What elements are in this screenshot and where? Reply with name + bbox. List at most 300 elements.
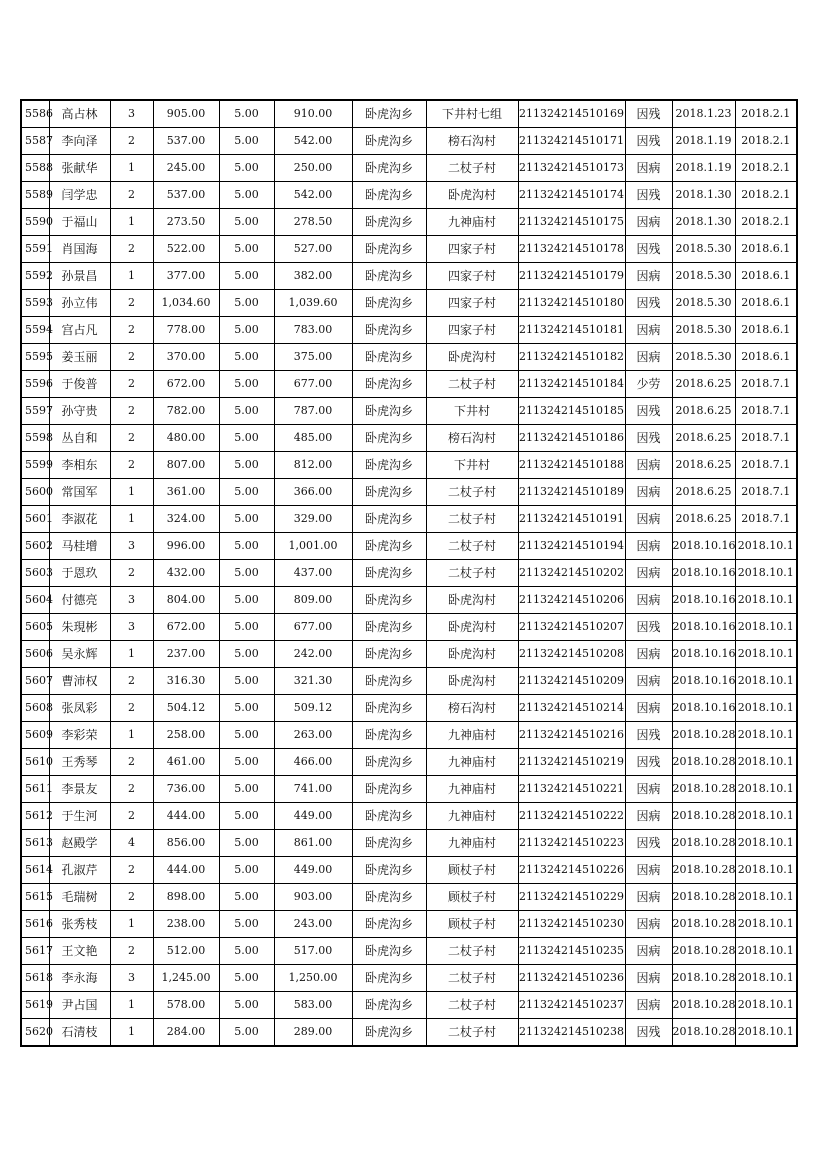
row-number-cell: 5605 bbox=[21, 614, 49, 641]
table-row bbox=[21, 857, 797, 884]
base-amount-cell: 238.00 bbox=[153, 911, 219, 938]
family-size-cell: 2 bbox=[110, 776, 153, 803]
total-amount-cell: 509.12 bbox=[274, 695, 352, 722]
account-id-cell: 211324214510214 bbox=[518, 695, 625, 722]
start-date-cell: 2018.10.1 bbox=[735, 992, 797, 1019]
extra-amount-cell: 5.00 bbox=[219, 992, 274, 1019]
row-number-cell: 5615 bbox=[21, 884, 49, 911]
reason-cell: 因病 bbox=[625, 857, 672, 884]
base-amount-cell: 898.00 bbox=[153, 884, 219, 911]
reason-cell: 因病 bbox=[625, 938, 672, 965]
total-amount-cell: 1,001.00 bbox=[274, 533, 352, 560]
village-cell: 卧虎沟村 bbox=[426, 587, 518, 614]
total-amount-cell: 783.00 bbox=[274, 317, 352, 344]
total-amount-cell: 278.50 bbox=[274, 209, 352, 236]
extra-amount-cell: 5.00 bbox=[219, 938, 274, 965]
family-size-cell: 2 bbox=[110, 884, 153, 911]
village-cell: 榜石沟村 bbox=[426, 128, 518, 155]
person-name-cell: 马桂增 bbox=[49, 533, 110, 560]
total-amount-cell: 437.00 bbox=[274, 560, 352, 587]
start-date-cell: 2018.7.1 bbox=[735, 371, 797, 398]
person-name-cell: 丛自和 bbox=[49, 425, 110, 452]
table-row bbox=[21, 425, 797, 452]
start-date-cell: 2018.7.1 bbox=[735, 452, 797, 479]
base-amount-cell: 245.00 bbox=[153, 155, 219, 182]
extra-amount-cell: 5.00 bbox=[219, 776, 274, 803]
extra-amount-cell: 5.00 bbox=[219, 100, 274, 128]
approval-date-cell: 2018.5.30 bbox=[672, 236, 735, 263]
base-amount-cell: 672.00 bbox=[153, 614, 219, 641]
family-size-cell: 2 bbox=[110, 398, 153, 425]
reason-cell: 因残 bbox=[625, 100, 672, 128]
total-amount-cell: 366.00 bbox=[274, 479, 352, 506]
village-cell: 九神庙村 bbox=[426, 830, 518, 857]
person-name-cell: 吴永辉 bbox=[49, 641, 110, 668]
village-cell: 卧虎沟村 bbox=[426, 641, 518, 668]
account-id-cell: 211324214510191 bbox=[518, 506, 625, 533]
village-cell: 榜石沟村 bbox=[426, 425, 518, 452]
approval-date-cell: 2018.6.25 bbox=[672, 479, 735, 506]
account-id-cell: 211324214510178 bbox=[518, 236, 625, 263]
reason-cell: 因病 bbox=[625, 776, 672, 803]
person-name-cell: 赵殿学 bbox=[49, 830, 110, 857]
row-number-cell: 5610 bbox=[21, 749, 49, 776]
start-date-cell: 2018.10.1 bbox=[735, 533, 797, 560]
family-size-cell: 2 bbox=[110, 452, 153, 479]
account-id-cell: 211324214510194 bbox=[518, 533, 625, 560]
family-size-cell: 2 bbox=[110, 236, 153, 263]
family-size-cell: 2 bbox=[110, 425, 153, 452]
row-number-cell: 5592 bbox=[21, 263, 49, 290]
start-date-cell: 2018.6.1 bbox=[735, 317, 797, 344]
person-name-cell: 李相东 bbox=[49, 452, 110, 479]
village-cell: 二杖子村 bbox=[426, 371, 518, 398]
row-number-cell: 5589 bbox=[21, 182, 49, 209]
township-cell: 卧虎沟乡 bbox=[352, 398, 426, 425]
reason-cell: 因病 bbox=[625, 884, 672, 911]
township-cell: 卧虎沟乡 bbox=[352, 506, 426, 533]
table-row bbox=[21, 533, 797, 560]
family-size-cell: 2 bbox=[110, 749, 153, 776]
person-name-cell: 宫占凡 bbox=[49, 317, 110, 344]
start-date-cell: 2018.10.1 bbox=[735, 641, 797, 668]
start-date-cell: 2018.10.1 bbox=[735, 938, 797, 965]
start-date-cell: 2018.10.1 bbox=[735, 884, 797, 911]
account-id-cell: 211324214510173 bbox=[518, 155, 625, 182]
village-cell: 下井村 bbox=[426, 398, 518, 425]
table-row bbox=[21, 182, 797, 209]
extra-amount-cell: 5.00 bbox=[219, 425, 274, 452]
village-cell: 二杖子村 bbox=[426, 965, 518, 992]
table-row bbox=[21, 992, 797, 1019]
table-row bbox=[21, 965, 797, 992]
family-size-cell: 1 bbox=[110, 992, 153, 1019]
records-table bbox=[20, 99, 798, 1047]
approval-date-cell: 2018.1.23 bbox=[672, 100, 735, 128]
row-number-cell: 5618 bbox=[21, 965, 49, 992]
total-amount-cell: 466.00 bbox=[274, 749, 352, 776]
total-amount-cell: 517.00 bbox=[274, 938, 352, 965]
total-amount-cell: 263.00 bbox=[274, 722, 352, 749]
base-amount-cell: 512.00 bbox=[153, 938, 219, 965]
account-id-cell: 211324214510221 bbox=[518, 776, 625, 803]
reason-cell: 因残 bbox=[625, 749, 672, 776]
family-size-cell: 2 bbox=[110, 182, 153, 209]
family-size-cell: 1 bbox=[110, 911, 153, 938]
base-amount-cell: 1,245.00 bbox=[153, 965, 219, 992]
account-id-cell: 211324214510180 bbox=[518, 290, 625, 317]
table-row bbox=[21, 884, 797, 911]
approval-date-cell: 2018.6.25 bbox=[672, 425, 735, 452]
extra-amount-cell: 5.00 bbox=[219, 371, 274, 398]
row-number-cell: 5609 bbox=[21, 722, 49, 749]
family-size-cell: 3 bbox=[110, 965, 153, 992]
village-cell: 顾杖子村 bbox=[426, 857, 518, 884]
start-date-cell: 2018.7.1 bbox=[735, 479, 797, 506]
township-cell: 卧虎沟乡 bbox=[352, 209, 426, 236]
row-number-cell: 5595 bbox=[21, 344, 49, 371]
row-number-cell: 5593 bbox=[21, 290, 49, 317]
reason-cell: 因病 bbox=[625, 668, 672, 695]
person-name-cell: 曹沛权 bbox=[49, 668, 110, 695]
approval-date-cell: 2018.1.19 bbox=[672, 155, 735, 182]
table-row bbox=[21, 776, 797, 803]
approval-date-cell: 2018.10.16 bbox=[672, 587, 735, 614]
total-amount-cell: 812.00 bbox=[274, 452, 352, 479]
account-id-cell: 211324214510226 bbox=[518, 857, 625, 884]
township-cell: 卧虎沟乡 bbox=[352, 425, 426, 452]
village-cell: 下井村七组 bbox=[426, 100, 518, 128]
table-row bbox=[21, 722, 797, 749]
table-row bbox=[21, 1019, 797, 1047]
start-date-cell: 2018.7.1 bbox=[735, 425, 797, 452]
total-amount-cell: 485.00 bbox=[274, 425, 352, 452]
table-row bbox=[21, 695, 797, 722]
village-cell: 二杖子村 bbox=[426, 1019, 518, 1047]
row-number-cell: 5599 bbox=[21, 452, 49, 479]
approval-date-cell: 2018.10.16 bbox=[672, 668, 735, 695]
township-cell: 卧虎沟乡 bbox=[352, 749, 426, 776]
approval-date-cell: 2018.5.30 bbox=[672, 263, 735, 290]
family-size-cell: 2 bbox=[110, 344, 153, 371]
start-date-cell: 2018.10.1 bbox=[735, 587, 797, 614]
account-id-cell: 211324214510207 bbox=[518, 614, 625, 641]
approval-date-cell: 2018.10.16 bbox=[672, 560, 735, 587]
person-name-cell: 于恩玖 bbox=[49, 560, 110, 587]
approval-date-cell: 2018.5.30 bbox=[672, 290, 735, 317]
approval-date-cell: 2018.1.30 bbox=[672, 182, 735, 209]
total-amount-cell: 289.00 bbox=[274, 1019, 352, 1047]
township-cell: 卧虎沟乡 bbox=[352, 614, 426, 641]
reason-cell: 因病 bbox=[625, 533, 672, 560]
start-date-cell: 2018.10.1 bbox=[735, 749, 797, 776]
table-row bbox=[21, 290, 797, 317]
reason-cell: 因病 bbox=[625, 803, 672, 830]
total-amount-cell: 787.00 bbox=[274, 398, 352, 425]
start-date-cell: 2018.2.1 bbox=[735, 155, 797, 182]
township-cell: 卧虎沟乡 bbox=[352, 344, 426, 371]
approval-date-cell: 2018.6.25 bbox=[672, 506, 735, 533]
village-cell: 二杖子村 bbox=[426, 155, 518, 182]
village-cell: 卧虎沟村 bbox=[426, 182, 518, 209]
village-cell: 卧虎沟村 bbox=[426, 344, 518, 371]
start-date-cell: 2018.10.1 bbox=[735, 722, 797, 749]
family-size-cell: 3 bbox=[110, 614, 153, 641]
account-id-cell: 211324214510184 bbox=[518, 371, 625, 398]
start-date-cell: 2018.6.1 bbox=[735, 236, 797, 263]
base-amount-cell: 444.00 bbox=[153, 857, 219, 884]
approval-date-cell: 2018.10.28 bbox=[672, 830, 735, 857]
extra-amount-cell: 5.00 bbox=[219, 911, 274, 938]
family-size-cell: 4 bbox=[110, 830, 153, 857]
family-size-cell: 1 bbox=[110, 1019, 153, 1047]
base-amount-cell: 324.00 bbox=[153, 506, 219, 533]
approval-date-cell: 2018.10.28 bbox=[672, 749, 735, 776]
account-id-cell: 211324214510206 bbox=[518, 587, 625, 614]
base-amount-cell: 782.00 bbox=[153, 398, 219, 425]
start-date-cell: 2018.10.1 bbox=[735, 1019, 797, 1047]
person-name-cell: 肖国海 bbox=[49, 236, 110, 263]
table-row bbox=[21, 668, 797, 695]
township-cell: 卧虎沟乡 bbox=[352, 911, 426, 938]
reason-cell: 因残 bbox=[625, 128, 672, 155]
start-date-cell: 2018.2.1 bbox=[735, 100, 797, 128]
base-amount-cell: 537.00 bbox=[153, 128, 219, 155]
base-amount-cell: 237.00 bbox=[153, 641, 219, 668]
total-amount-cell: 449.00 bbox=[274, 803, 352, 830]
base-amount-cell: 444.00 bbox=[153, 803, 219, 830]
reason-cell: 因病 bbox=[625, 911, 672, 938]
township-cell: 卧虎沟乡 bbox=[352, 317, 426, 344]
row-number-cell: 5596 bbox=[21, 371, 49, 398]
reason-cell: 因病 bbox=[625, 641, 672, 668]
approval-date-cell: 2018.10.28 bbox=[672, 722, 735, 749]
township-cell: 卧虎沟乡 bbox=[352, 776, 426, 803]
family-size-cell: 2 bbox=[110, 857, 153, 884]
base-amount-cell: 432.00 bbox=[153, 560, 219, 587]
base-amount-cell: 778.00 bbox=[153, 317, 219, 344]
row-number-cell: 5617 bbox=[21, 938, 49, 965]
village-cell: 榜石沟村 bbox=[426, 695, 518, 722]
township-cell: 卧虎沟乡 bbox=[352, 641, 426, 668]
total-amount-cell: 527.00 bbox=[274, 236, 352, 263]
extra-amount-cell: 5.00 bbox=[219, 857, 274, 884]
base-amount-cell: 736.00 bbox=[153, 776, 219, 803]
total-amount-cell: 243.00 bbox=[274, 911, 352, 938]
approval-date-cell: 2018.10.28 bbox=[672, 965, 735, 992]
reason-cell: 因残 bbox=[625, 830, 672, 857]
family-size-cell: 1 bbox=[110, 722, 153, 749]
row-number-cell: 5590 bbox=[21, 209, 49, 236]
row-number-cell: 5597 bbox=[21, 398, 49, 425]
row-number-cell: 5619 bbox=[21, 992, 49, 1019]
table-row bbox=[21, 911, 797, 938]
row-number-cell: 5620 bbox=[21, 1019, 49, 1047]
row-number-cell: 5591 bbox=[21, 236, 49, 263]
township-cell: 卧虎沟乡 bbox=[352, 236, 426, 263]
base-amount-cell: 258.00 bbox=[153, 722, 219, 749]
village-cell: 二杖子村 bbox=[426, 479, 518, 506]
reason-cell: 因残 bbox=[625, 398, 672, 425]
village-cell: 二杖子村 bbox=[426, 506, 518, 533]
person-name-cell: 付德亮 bbox=[49, 587, 110, 614]
start-date-cell: 2018.6.1 bbox=[735, 344, 797, 371]
base-amount-cell: 273.50 bbox=[153, 209, 219, 236]
account-id-cell: 211324214510186 bbox=[518, 425, 625, 452]
start-date-cell: 2018.10.1 bbox=[735, 614, 797, 641]
person-name-cell: 孙立伟 bbox=[49, 290, 110, 317]
village-cell: 九神庙村 bbox=[426, 722, 518, 749]
extra-amount-cell: 5.00 bbox=[219, 506, 274, 533]
reason-cell: 因残 bbox=[625, 722, 672, 749]
row-number-cell: 5607 bbox=[21, 668, 49, 695]
start-date-cell: 2018.2.1 bbox=[735, 128, 797, 155]
total-amount-cell: 382.00 bbox=[274, 263, 352, 290]
extra-amount-cell: 5.00 bbox=[219, 533, 274, 560]
family-size-cell: 1 bbox=[110, 263, 153, 290]
extra-amount-cell: 5.00 bbox=[219, 695, 274, 722]
start-date-cell: 2018.7.1 bbox=[735, 398, 797, 425]
account-id-cell: 211324214510229 bbox=[518, 884, 625, 911]
village-cell: 顾杖子村 bbox=[426, 911, 518, 938]
township-cell: 卧虎沟乡 bbox=[352, 965, 426, 992]
approval-date-cell: 2018.10.16 bbox=[672, 641, 735, 668]
approval-date-cell: 2018.5.30 bbox=[672, 317, 735, 344]
family-size-cell: 1 bbox=[110, 641, 153, 668]
person-name-cell: 于俊普 bbox=[49, 371, 110, 398]
extra-amount-cell: 5.00 bbox=[219, 587, 274, 614]
extra-amount-cell: 5.00 bbox=[219, 965, 274, 992]
table-row bbox=[21, 614, 797, 641]
base-amount-cell: 804.00 bbox=[153, 587, 219, 614]
row-number-cell: 5602 bbox=[21, 533, 49, 560]
table-row bbox=[21, 479, 797, 506]
approval-date-cell: 2018.1.19 bbox=[672, 128, 735, 155]
base-amount-cell: 522.00 bbox=[153, 236, 219, 263]
township-cell: 卧虎沟乡 bbox=[352, 155, 426, 182]
row-number-cell: 5587 bbox=[21, 128, 49, 155]
approval-date-cell: 2018.10.28 bbox=[672, 857, 735, 884]
account-id-cell: 211324214510175 bbox=[518, 209, 625, 236]
extra-amount-cell: 5.00 bbox=[219, 722, 274, 749]
total-amount-cell: 677.00 bbox=[274, 614, 352, 641]
table-row bbox=[21, 344, 797, 371]
village-cell: 卧虎沟村 bbox=[426, 668, 518, 695]
start-date-cell: 2018.10.1 bbox=[735, 695, 797, 722]
base-amount-cell: 377.00 bbox=[153, 263, 219, 290]
approval-date-cell: 2018.10.16 bbox=[672, 695, 735, 722]
reason-cell: 因残 bbox=[625, 290, 672, 317]
account-id-cell: 211324214510209 bbox=[518, 668, 625, 695]
total-amount-cell: 583.00 bbox=[274, 992, 352, 1019]
base-amount-cell: 504.12 bbox=[153, 695, 219, 722]
person-name-cell: 闫学忠 bbox=[49, 182, 110, 209]
account-id-cell: 211324214510219 bbox=[518, 749, 625, 776]
start-date-cell: 2018.6.1 bbox=[735, 290, 797, 317]
person-name-cell: 毛瑞树 bbox=[49, 884, 110, 911]
total-amount-cell: 861.00 bbox=[274, 830, 352, 857]
row-number-cell: 5616 bbox=[21, 911, 49, 938]
township-cell: 卧虎沟乡 bbox=[352, 830, 426, 857]
table-row bbox=[21, 371, 797, 398]
extra-amount-cell: 5.00 bbox=[219, 398, 274, 425]
village-cell: 四家子村 bbox=[426, 317, 518, 344]
township-cell: 卧虎沟乡 bbox=[352, 371, 426, 398]
person-name-cell: 张凤彩 bbox=[49, 695, 110, 722]
township-cell: 卧虎沟乡 bbox=[352, 263, 426, 290]
table-row bbox=[21, 398, 797, 425]
family-size-cell: 2 bbox=[110, 668, 153, 695]
start-date-cell: 2018.10.1 bbox=[735, 668, 797, 695]
township-cell: 卧虎沟乡 bbox=[352, 668, 426, 695]
table-row bbox=[21, 236, 797, 263]
total-amount-cell: 329.00 bbox=[274, 506, 352, 533]
family-size-cell: 2 bbox=[110, 803, 153, 830]
base-amount-cell: 316.30 bbox=[153, 668, 219, 695]
township-cell: 卧虎沟乡 bbox=[352, 533, 426, 560]
total-amount-cell: 809.00 bbox=[274, 587, 352, 614]
table-row bbox=[21, 317, 797, 344]
person-name-cell: 石清枝 bbox=[49, 1019, 110, 1047]
approval-date-cell: 2018.10.16 bbox=[672, 614, 735, 641]
township-cell: 卧虎沟乡 bbox=[352, 857, 426, 884]
person-name-cell: 于生河 bbox=[49, 803, 110, 830]
extra-amount-cell: 5.00 bbox=[219, 452, 274, 479]
person-name-cell: 李淑花 bbox=[49, 506, 110, 533]
extra-amount-cell: 5.00 bbox=[219, 155, 274, 182]
approval-date-cell: 2018.10.28 bbox=[672, 803, 735, 830]
reason-cell: 因病 bbox=[625, 587, 672, 614]
base-amount-cell: 370.00 bbox=[153, 344, 219, 371]
reason-cell: 因病 bbox=[625, 452, 672, 479]
person-name-cell: 朱現彬 bbox=[49, 614, 110, 641]
start-date-cell: 2018.10.1 bbox=[735, 803, 797, 830]
township-cell: 卧虎沟乡 bbox=[352, 560, 426, 587]
total-amount-cell: 677.00 bbox=[274, 371, 352, 398]
start-date-cell: 2018.10.1 bbox=[735, 830, 797, 857]
start-date-cell: 2018.6.1 bbox=[735, 263, 797, 290]
family-size-cell: 2 bbox=[110, 695, 153, 722]
person-name-cell: 李景友 bbox=[49, 776, 110, 803]
account-id-cell: 211324214510181 bbox=[518, 317, 625, 344]
table-row bbox=[21, 452, 797, 479]
reason-cell: 少劳 bbox=[625, 371, 672, 398]
township-cell: 卧虎沟乡 bbox=[352, 182, 426, 209]
base-amount-cell: 807.00 bbox=[153, 452, 219, 479]
township-cell: 卧虎沟乡 bbox=[352, 587, 426, 614]
start-date-cell: 2018.2.1 bbox=[735, 182, 797, 209]
extra-amount-cell: 5.00 bbox=[219, 614, 274, 641]
start-date-cell: 2018.10.1 bbox=[735, 965, 797, 992]
township-cell: 卧虎沟乡 bbox=[352, 1019, 426, 1047]
total-amount-cell: 903.00 bbox=[274, 884, 352, 911]
total-amount-cell: 250.00 bbox=[274, 155, 352, 182]
approval-date-cell: 2018.6.25 bbox=[672, 452, 735, 479]
row-number-cell: 5613 bbox=[21, 830, 49, 857]
reason-cell: 因病 bbox=[625, 479, 672, 506]
reason-cell: 因病 bbox=[625, 263, 672, 290]
person-name-cell: 姜玉丽 bbox=[49, 344, 110, 371]
reason-cell: 因病 bbox=[625, 506, 672, 533]
table-row bbox=[21, 209, 797, 236]
base-amount-cell: 480.00 bbox=[153, 425, 219, 452]
account-id-cell: 211324214510179 bbox=[518, 263, 625, 290]
person-name-cell: 常国军 bbox=[49, 479, 110, 506]
row-number-cell: 5594 bbox=[21, 317, 49, 344]
township-cell: 卧虎沟乡 bbox=[352, 290, 426, 317]
base-amount-cell: 284.00 bbox=[153, 1019, 219, 1047]
start-date-cell: 2018.2.1 bbox=[735, 209, 797, 236]
